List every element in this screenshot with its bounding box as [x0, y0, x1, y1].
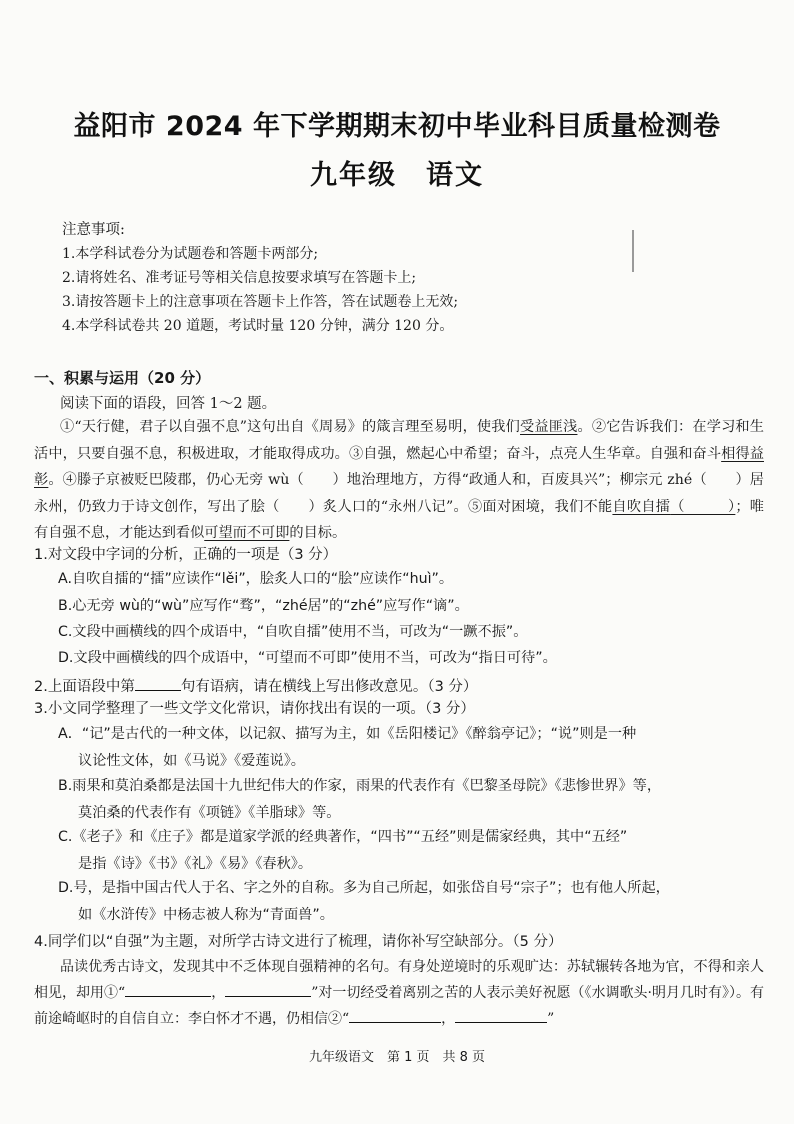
q2-blank[interactable] — [135, 676, 181, 691]
exam-title: 益阳市 2024 年下学期期末初中毕业科目质量检测卷 — [73, 111, 721, 142]
question-4: 4.同学们以“自强”为主题，对所学古诗文进行了梳理，请你补写空缺部分。（5 分） — [34, 934, 563, 950]
option-line: C.《老子》和《庄子》都是道家学派的经典著作，“四书”“五经”则是儒家经典，其中“五经” — [58, 829, 628, 845]
q3-option-b — [58, 773, 768, 826]
q4-blank-1b[interactable] — [225, 982, 311, 997]
q3-option-a — [58, 721, 768, 774]
q4-blank-1a[interactable] — [125, 982, 211, 997]
q4-sep: ， — [441, 1011, 456, 1027]
q4-text: ”对一切经受着离别之苦的人表示美好祝愿（《水调歌头·明月几时有》）。有前途崎岖时的自信自立：李白怀才不遇，仍相信②“ — [34, 985, 765, 1027]
q2-text: 2.上面语段中第 — [34, 679, 135, 695]
section-intro: 阅读下面的语段，回答 1～2 题。 — [60, 396, 277, 412]
passage-text: ①“天行健，君子以自强不息”这句出自《周易》的箴言理至易明，使我们 — [60, 419, 521, 435]
underlined-idiom: 相得益彰 — [34, 445, 764, 489]
option-c: C.文段中画横线的四个成语中，“自吹自擂”使用不当，可改为“一蹶不振”。 — [58, 624, 528, 640]
question-1: 1.对文段中字词的分析，正确的一项是（3 分） — [34, 547, 338, 563]
option-line: 议论性文体，如《马说》《爱莲说》。 — [78, 752, 305, 769]
q4-sep: ， — [211, 985, 226, 1001]
q4-blank-2a[interactable] — [349, 1008, 441, 1023]
option-d: D.文段中画横线的四个成语中，“可望而不可即”使用不当，可改为“指日可待”。 — [58, 650, 557, 666]
question-2 — [34, 675, 477, 696]
reading-passage — [34, 414, 764, 547]
page-footer: 九年级语文 第 1 页 共 8 页 — [308, 1050, 486, 1065]
notice-item: 3.请按答题卡上的注意事项在答题卡上作答，答在试题卷上无效; — [62, 294, 459, 310]
option-line: B.雨果和莫泊桑都是法国十九世纪伟大的作家，雨果的代表作有《巴黎圣母院》《悲惨世界》等， — [58, 778, 662, 794]
option-a: A.自吹自擂的“擂”应读作“lěi”，脍炙人口的“脍”应读作“huì”。 — [58, 571, 454, 587]
answer-blank: （ ） — [670, 498, 736, 515]
passage-text: 。④滕子京被贬巴陵郡，仍心无旁 wù（ ）地治理地方，方得“政通人和，百废具兴”；柳宗元 zhé（ ）居永州，仍致力于诗文创作，写出了脍（ ）炙人口的“永州八记”。⑤面对困境，我们不能 — [34, 472, 764, 515]
exam-subtitle: 九年级 语文 — [310, 160, 484, 191]
underlined-idiom: 可望而不可即 — [204, 525, 290, 542]
passage-text: ；唯有自强不息，才能达到看似 — [34, 498, 764, 542]
notice-block — [62, 218, 458, 338]
underlined-idiom: 受益匪浅 — [520, 419, 578, 435]
q2-text: 句有语病，请在横线上写出修改意见。（3 分） — [180, 679, 478, 695]
q4-passage — [34, 954, 764, 1032]
option-line: D.号，是指中国古代人于名、字之外的自称。多为自己所起，如张岱自号“宗子”；也有他人所起， — [58, 880, 670, 896]
option-line: A．“记”是古代的一种文体，以记叙、描写为主，如《岳阳楼记》《醉翁亭记》；“说”则是一种 — [58, 726, 637, 742]
passage-text: 的目标。 — [289, 525, 347, 542]
notice-item: 1.本学科试卷分为试题卷和答题卡两部分; — [62, 246, 319, 262]
option-b: B.心无旁 wù的“wù”应写作“骛”，“zhé居”的“zhé”应写作“谪”。 — [58, 598, 469, 614]
q3-option-c — [58, 824, 768, 877]
option-line: 如《水浒传》中杨志被人称为“青面兽”。 — [78, 906, 334, 923]
notice-heading: 注意事项: — [62, 222, 125, 238]
q4-text: ” — [547, 1011, 555, 1027]
passage-text: 。②它告诉我们：在学习和生活中，只要自强不息，积极进取，才能取得成功。③自强，燃起心中希望；奋斗，点亮人生华章。自强和奋斗 — [34, 419, 764, 462]
section-heading: 一、积累与运用（20 分） — [34, 369, 211, 387]
option-line: 莫泊桑的代表作有《项链》《羊脂球》等。 — [78, 804, 341, 821]
underlined-idiom: 自吹自擂 — [612, 498, 671, 515]
scan-mark — [632, 230, 634, 272]
notice-item: 2.请将姓名、准考证号等相关信息按要求填写在答题卡上; — [62, 270, 417, 286]
q4-text: 品读优秀古诗文，发现其中不乏体现自强精神的名句。有身处逆境时的乐观旷达：苏轼辗转各地为官，不得和亲人相见，却用①“ — [34, 959, 764, 1001]
question-3: 3.小文同学整理了一些文学文化常识，请你找出有误的一项。（3 分） — [34, 701, 475, 717]
q3-option-d — [58, 875, 768, 928]
q4-blank-2b[interactable] — [455, 1008, 547, 1023]
notice-item: 4.本学科试卷共 20 道题，考试时量 120 分钟，满分 120 分。 — [62, 318, 454, 334]
option-line: 是指《诗》《书》《礼》《易》《春秋》。 — [78, 855, 313, 872]
